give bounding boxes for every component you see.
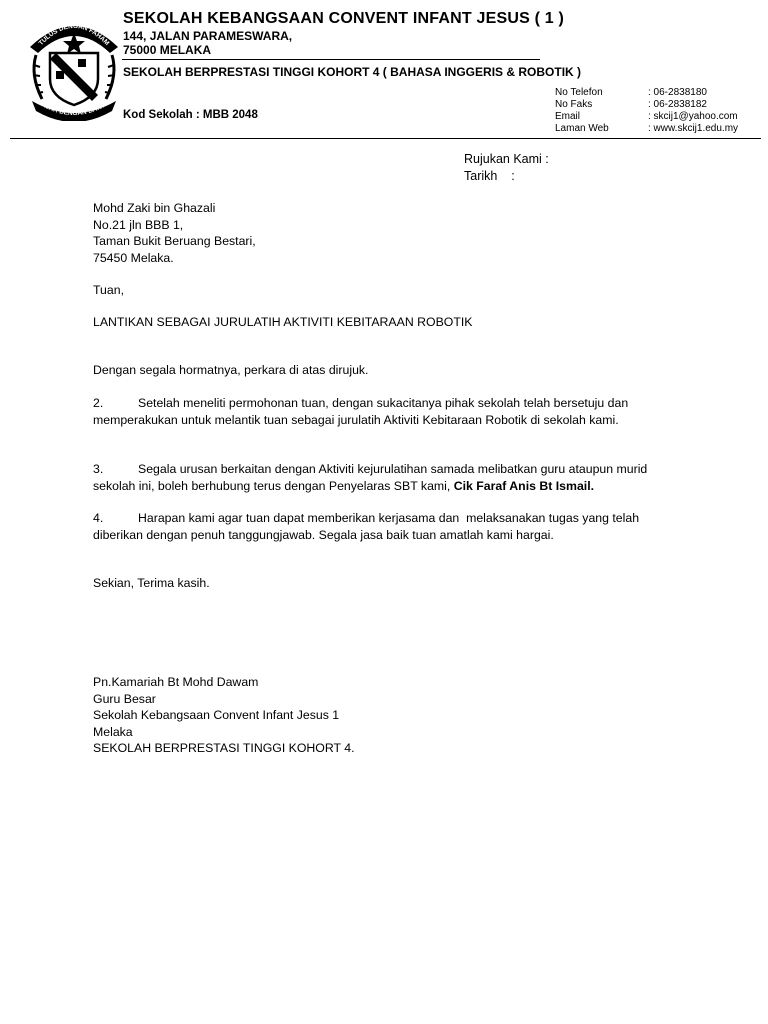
- contact-label: Laman Web: [555, 123, 609, 134]
- reference-block: [464, 151, 549, 185]
- addressee-line: 75450 Melaka.: [93, 250, 174, 265]
- paragraph-4: [93, 510, 653, 543]
- contact-value: : 06-2838180: [648, 87, 707, 98]
- opening-line: Dengan segala hormatnya, perkara di atas dirujuk.: [93, 363, 369, 377]
- contact-phone: [555, 87, 738, 99]
- school-address-line1: 144, JALAN PARAMESWARA,: [123, 29, 293, 43]
- paragraph-number: 3.: [93, 462, 104, 476]
- contact-website: [555, 123, 738, 135]
- contact-value: : 06-2838182: [648, 99, 707, 110]
- contact-value: : skcij1@yahoo.com: [648, 111, 738, 122]
- signature-block: [93, 674, 663, 757]
- closing-line: Sekian, Terima kasih.: [93, 576, 210, 590]
- addressee-line: No.21 jln BBB 1,: [93, 217, 184, 232]
- contact-label: Email: [555, 111, 581, 122]
- paragraph-2: [93, 395, 653, 428]
- school-crest-icon: [26, 13, 122, 121]
- contact-fax: [555, 99, 738, 111]
- school-address-line2: 75000 MELAKA: [123, 43, 212, 57]
- contact-label: No Telefon: [555, 87, 603, 98]
- addressee-block: [93, 200, 663, 266]
- contact-email: [555, 111, 738, 123]
- paragraph-number: 2.: [93, 396, 104, 410]
- date-label: Tarikh :: [464, 169, 515, 183]
- addressee-name: Mohd Zaki bin Ghazali: [93, 201, 216, 215]
- paragraph-text: Setelah meneliti permohonan tuan, dengan sukacitanya pihak sekolah telah bersetuju dan memperakukan untuk melantik tuan sebagai jurulatih Aktiviti Kebitaraan Robotik di sekolah kami.: [93, 396, 629, 427]
- signatory-city: Melaka: [93, 724, 133, 739]
- letterhead-divider: [10, 138, 761, 139]
- contact-label: No Faks: [555, 99, 593, 110]
- salutation: Tuan,: [93, 283, 124, 297]
- contact-block: [555, 87, 738, 135]
- signatory-tagline: SEKOLAH BERPRESTASI TINGGI KOHORT 4.: [93, 741, 355, 755]
- paragraph-number: 4.: [93, 511, 104, 525]
- paragraph-text: Segala urusan berkaitan dengan Aktiviti kejurulatihan samada melibatkan guru ataupun murid sekolah ini, boleh berhubung terus dengan Penyelaras SBT kami,: [93, 462, 648, 493]
- reference-label: Rujukan Kami :: [464, 152, 549, 166]
- coordinator-name: Cik Faraf Anis Bt Ismail.: [453, 478, 595, 493]
- school-name: SEKOLAH KEBANGSAAN CONVENT INFANT JESUS ( 1 ): [123, 10, 565, 27]
- crest-motto-bottom: AJAR DENGAN BAKTI: [40, 101, 108, 118]
- school-tagline: SEKOLAH BERPRESTASI TINGGI KOHORT 4 ( BAHASA INGGERIS & ROBOTIK ): [123, 65, 582, 79]
- header-divider: [122, 59, 540, 60]
- crest-motto-top: TULUS DENGAN FAHAM: [37, 22, 111, 47]
- signatory-school: Sekolah Kebangsaan Convent Infant Jesus 1: [93, 708, 340, 722]
- addressee-line: Taman Bukit Beruang Bestari,: [93, 234, 256, 248]
- paragraph-3: [93, 461, 653, 494]
- letter-subject: LANTIKAN SEBAGAI JURULATIH AKTIVITI KEBITARAAN ROBOTIK: [93, 315, 473, 329]
- signatory-name: Pn.Kamariah Bt Mohd Dawam: [93, 675, 259, 689]
- signatory-title: Guru Besar: [93, 691, 156, 706]
- contact-value: : www.skcij1.edu.my: [648, 123, 739, 134]
- school-code: Kod Sekolah : MBB 2048: [123, 109, 258, 121]
- paragraph-text: Harapan kami agar tuan dapat memberikan kerjasama dan melaksanakan tugas yang telah diberikan dengan penuh tanggungjawab. Segala jasa baik tuan amatlah kami hargai.: [93, 511, 643, 542]
